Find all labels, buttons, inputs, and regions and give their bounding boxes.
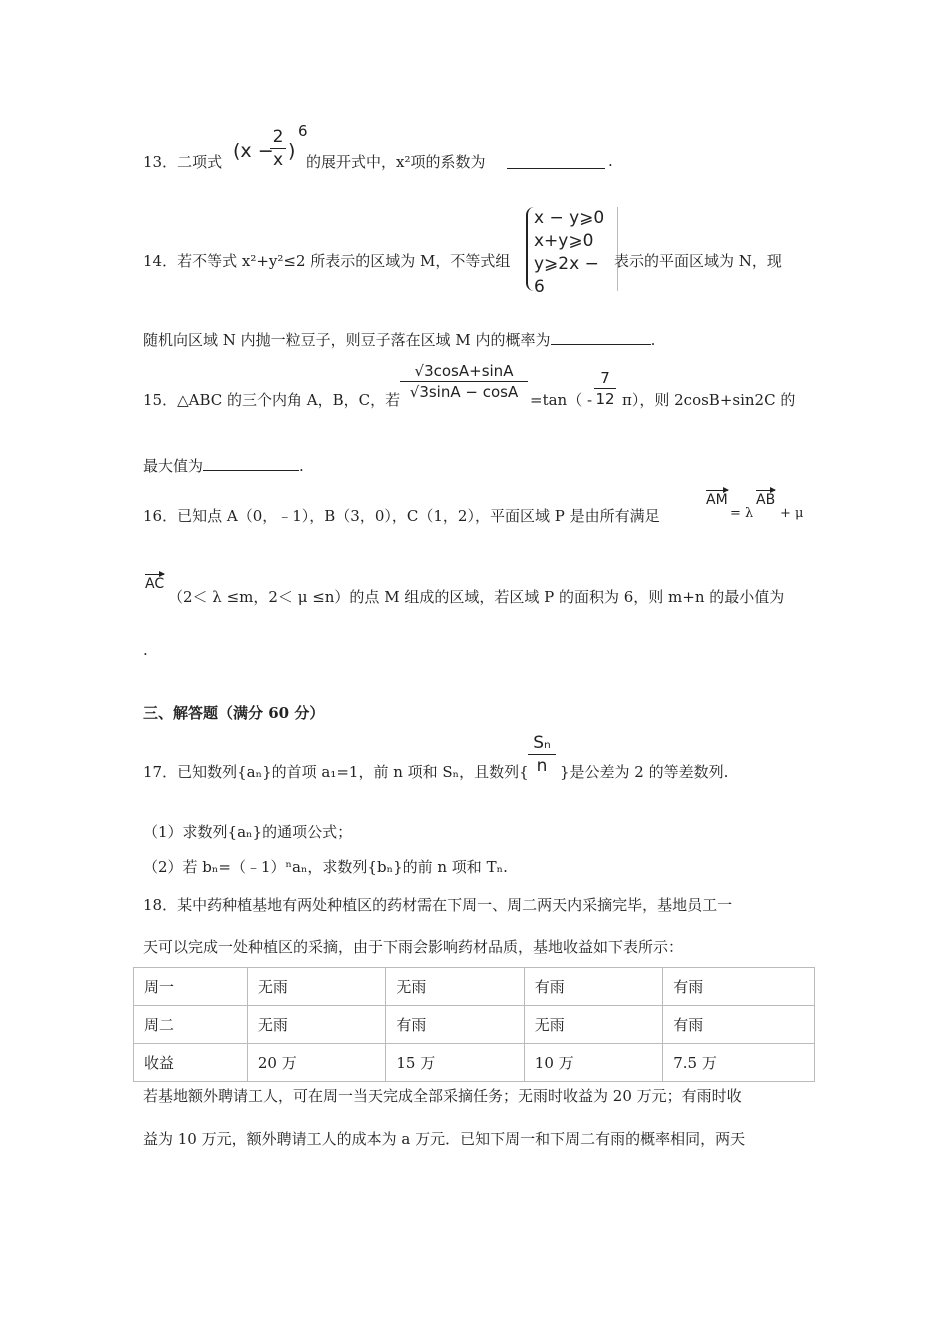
- q18-after1: 若基地额外聘请工人，可在周一当天完成全部采摘任务；无雨时收益为 20 万元；有雨时收: [143, 1087, 742, 1105]
- q18-line2: 天可以完成一处种植区的采摘，由于下雨会影响药材品质，基地收益如下表所示：: [143, 938, 684, 956]
- q15-main-fraction: [400, 362, 528, 401]
- q13-answer-blank[interactable]: [507, 154, 605, 169]
- q14-ineq-2: x+y⩾0: [534, 231, 594, 251]
- q13-frac-den: x: [272, 150, 284, 170]
- q14-ineq-1: x − y⩾0: [534, 208, 605, 228]
- table-cell: 15 万: [386, 1044, 524, 1082]
- table-cell: 收益: [134, 1044, 248, 1082]
- q14-suffix: 表示的平面区域为 N，现: [614, 252, 782, 270]
- q13-exponent: 6: [298, 122, 308, 140]
- q17-prefix: 17．已知数列{aₙ}的首项 a₁=1，前 n 项和 Sₙ，且数列{: [143, 763, 529, 781]
- q13-frac-num: 2: [272, 127, 284, 147]
- q13-prefix: 13．二项式: [143, 153, 223, 171]
- table-row: [134, 968, 815, 1006]
- q13-text: [143, 152, 222, 172]
- table-cell: 有雨: [386, 1006, 524, 1044]
- revenue-table: [133, 967, 815, 1082]
- q14-prefix: 14．若不等式 x²+y²≤2 所表示的区域为 M，不等式组: [143, 252, 511, 270]
- q17-part2: （2）若 bₙ=（﹣1）ⁿaₙ，求数列{bₙ}的前 n 项和 Tₙ.: [143, 858, 508, 876]
- table-cell: 无雨: [524, 1006, 662, 1044]
- q15-answer-blank[interactable]: [203, 456, 299, 471]
- q16-vector-ac: AC: [145, 576, 165, 592]
- table-row: [134, 1044, 815, 1082]
- q14-inequality-system: [526, 207, 614, 297]
- q14-answer-blank[interactable]: [551, 330, 651, 345]
- q13-expr-close: ): [288, 140, 296, 162]
- q15-prefix: 15．△ABC 的三个内角 A，B，C，若: [143, 391, 401, 409]
- table-cell: 有雨: [524, 968, 662, 1006]
- table-cell: 周一: [134, 968, 248, 1006]
- table-cell: 10 万: [524, 1044, 662, 1082]
- q14-line2: 随机向区域 N 内抛一粒豆子，则豆子落在区域 M 内的概率为 .: [143, 331, 656, 349]
- table-cell: 有雨: [663, 968, 815, 1006]
- q18-line1: 18．某中药种植基地有两处种植区的药材需在下周一、周二两天内采摘完毕，基地员工一: [143, 896, 733, 914]
- q15-small-fraction: 7 12: [595, 369, 615, 408]
- q17-text: [143, 762, 529, 782]
- table-cell: 无雨: [247, 968, 385, 1006]
- q15-post: π），则 2cosB+sin2C 的: [622, 391, 796, 409]
- q16-vector-ab: AB: [756, 492, 776, 508]
- q18-after2: 益为 10 万元，额外聘请工人的成本为 a 万元．已知下周一和下周二有雨的概率相同，两天: [143, 1130, 746, 1148]
- table-cell: 无雨: [247, 1006, 385, 1044]
- q13-fraction: [270, 127, 286, 170]
- q15-frac-num: √3cosA+sinA: [414, 362, 514, 380]
- q16-vector-am: AM: [706, 492, 728, 508]
- q14-ineq-3: y⩾2x − 6: [534, 254, 599, 297]
- table-cell: 7.5 万: [663, 1044, 815, 1082]
- q16-eq: = λ: [730, 506, 754, 521]
- section-heading: 三、解答题（满分 60 分）: [143, 704, 325, 722]
- q15-mid: =tan（ -: [530, 391, 593, 409]
- q16-plus: + μ: [780, 506, 804, 521]
- q16-line2: （2＜ λ ≤m，2＜ μ ≤n）的点 M 组成的区域，若区域 P 的面积为 6，则 m+n 的最小值为: [168, 588, 785, 606]
- q16-prefix: 16．已知点 A（0，﹣1），B（3，0），C（1，2），平面区域 P 是由所有满足: [143, 507, 660, 525]
- q17-suffix: }是公差为 2 的等差数列.: [560, 763, 729, 781]
- q15-line2: 最大值为 .: [143, 457, 304, 475]
- q17-fraction: Sₙ n: [528, 733, 556, 776]
- q16-text: [143, 506, 660, 526]
- q15-frac-den: √3sinA − cosA: [409, 383, 519, 401]
- table-cell: 无雨: [386, 968, 524, 1006]
- q16-line3: .: [143, 641, 148, 659]
- table-cell: 20 万: [247, 1044, 385, 1082]
- q17-part1: （1）求数列{aₙ}的通项公式；: [143, 823, 353, 841]
- q13-expr-open: (x −: [233, 140, 274, 162]
- table-row: [134, 1006, 815, 1044]
- q13-end: .: [608, 152, 613, 170]
- table-cell: 周二: [134, 1006, 248, 1044]
- q14-text: [143, 251, 510, 271]
- q15-text: [143, 390, 400, 410]
- table-cell: 有雨: [663, 1006, 815, 1044]
- q13-suffix: 的展开式中，x²项的系数为: [306, 153, 486, 171]
